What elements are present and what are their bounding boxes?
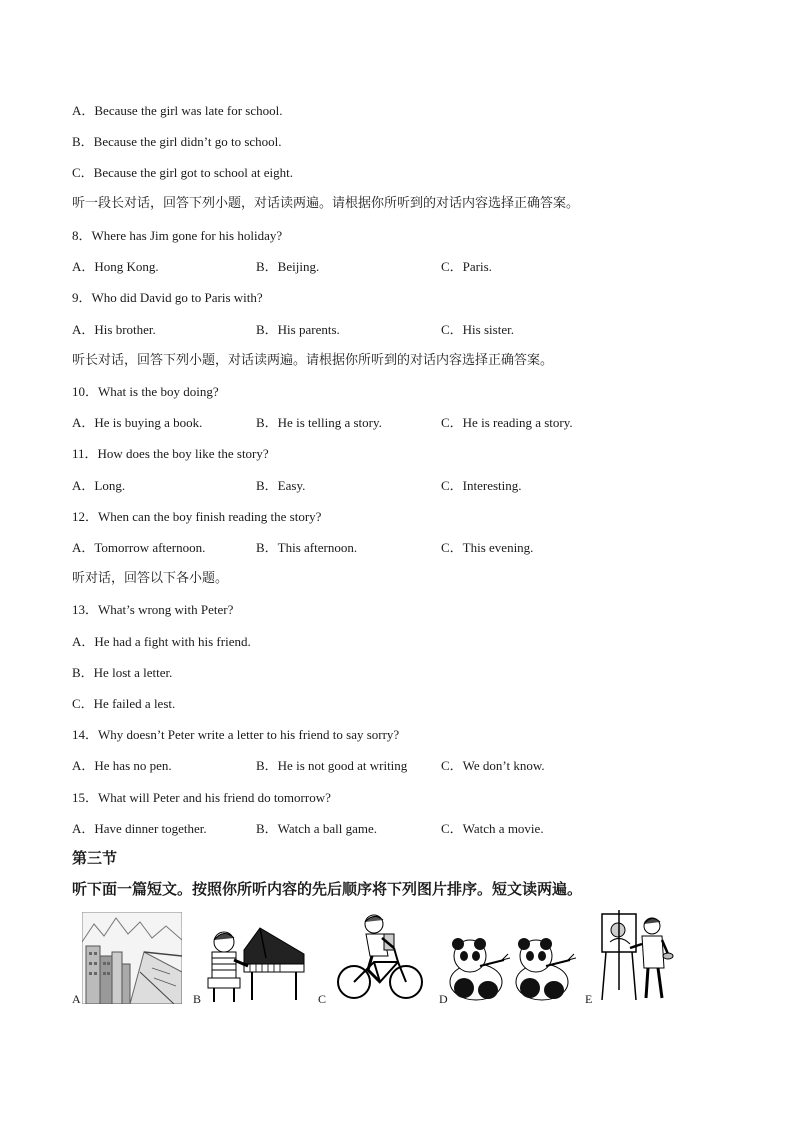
- q11-option-c: C．Interesting.: [441, 478, 522, 493]
- picture-label-c: C: [318, 992, 327, 1006]
- city-street-icon: [82, 912, 182, 1004]
- q7-option-b: B．Because the girl didn’t go to school.: [72, 134, 282, 149]
- q14-option-c: C．We don’t know.: [441, 758, 545, 773]
- q15-option-a: A．Have dinner together.: [72, 821, 207, 836]
- boy-playing-piano-icon: [204, 920, 308, 1004]
- q14-option-a: A．He has no pen.: [72, 758, 172, 773]
- question-12: 12．When can the boy finish reading the story?: [72, 509, 322, 524]
- q9-option-b: B．His parents.: [256, 322, 340, 337]
- q10-option-c: C．He is reading a story.: [441, 415, 573, 430]
- boy-painting-icon: [598, 910, 674, 1004]
- q8-option-b: B．Beijing.: [256, 259, 320, 274]
- q10-option-a: A．He is buying a book.: [72, 415, 203, 430]
- q12-option-b: B．This afternoon.: [256, 540, 358, 555]
- q13-option-a: A．He had a fight with his friend.: [72, 634, 251, 649]
- q11-option-a: A．Long.: [72, 478, 126, 493]
- q13-option-b: B．He lost a letter.: [72, 665, 173, 680]
- question-10: 10．What is the boy doing?: [72, 384, 219, 399]
- q9-option-c: C．His sister.: [441, 322, 514, 337]
- question-13: 13．What’s wrong with Peter?: [72, 602, 234, 617]
- q7-option-c: C．Because the girl got to school at eight.: [72, 165, 293, 180]
- question-8: 8．Where has Jim gone for his holiday?: [72, 228, 283, 243]
- instruction-dialogue-3: 听对话，回答以下各小题。: [72, 571, 229, 586]
- picture-label-d: D: [439, 992, 448, 1006]
- question-9: 9．Who did David go to Paris with?: [72, 290, 263, 305]
- instruction-long-dialogue-1: 听一段长对话，回答下列小题，对话读两遍。请根据你所听到的对话内容选择正确答案。: [72, 196, 580, 211]
- q13-option-c: C．He failed a lest.: [72, 696, 176, 711]
- q8-option-a: A．Hong Kong.: [72, 259, 159, 274]
- question-11: 11．How does the boy like the story?: [72, 446, 269, 461]
- q15-option-b: B．Watch a ball game.: [256, 821, 377, 836]
- pandas-eating-bamboo-icon: [446, 938, 576, 1004]
- picture-label-a: A: [72, 992, 81, 1006]
- q10-option-b: B．He is telling a story.: [256, 415, 382, 430]
- section-instruction: 听下面一篇短文。按照你所听内容的先后顺序将下列图片排序。短文读两遍。: [72, 880, 583, 898]
- question-14: 14．Why doesn’t Peter write a letter to his friend to say sorry?: [72, 727, 400, 742]
- q14-option-b: B．He is not good at writing: [256, 758, 408, 773]
- picture-label-b: B: [193, 992, 202, 1006]
- q15-option-c: C．Watch a movie.: [441, 821, 544, 836]
- boy-riding-bike-icon: [334, 912, 426, 1004]
- q7-option-a: A．Because the girl was late for school.: [72, 103, 283, 118]
- instruction-long-dialogue-2: 听长对话，回答下列小题，对话读两遍。请根据你所听到的对话内容选择正确答案。: [72, 353, 554, 368]
- picture-label-e: E: [585, 992, 593, 1006]
- q12-option-c: C．This evening.: [441, 540, 534, 555]
- q12-option-a: A．Tomorrow afternoon.: [72, 540, 206, 555]
- q9-option-a: A．His brother.: [72, 322, 156, 337]
- question-15: 15．What will Peter and his friend do tomorrow?: [72, 790, 331, 805]
- q8-option-c: C．Paris.: [441, 259, 492, 274]
- q11-option-b: B．Easy.: [256, 478, 306, 493]
- section-title: 第三节: [72, 849, 118, 867]
